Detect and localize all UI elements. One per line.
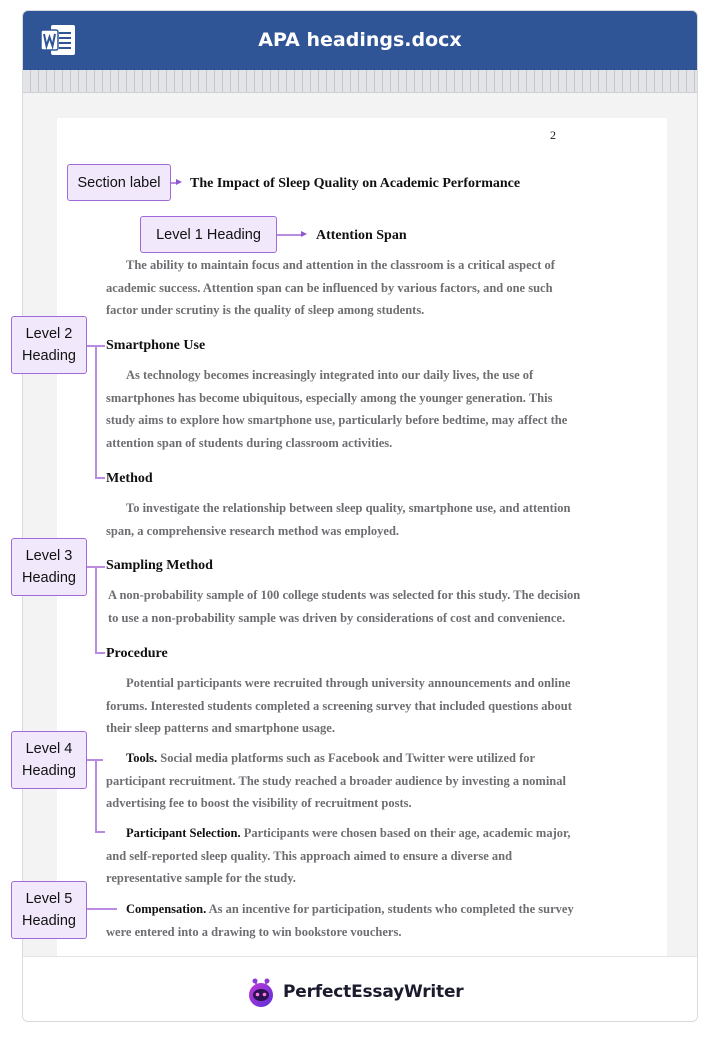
paragraph-6 (106, 747, 566, 815)
connector (95, 831, 105, 833)
tag-line: Level 5 (25, 891, 73, 907)
level4-heading-participant: Participant Selection. (126, 826, 241, 840)
paragraph-line: forums. Interested students completed a screening survey that included questions about (106, 698, 572, 713)
paragraph-text: Participants were chosen based on their age, academic major, (240, 826, 571, 840)
robot-logo-icon (247, 977, 275, 1007)
level2-heading-method: Method (106, 471, 153, 486)
arrow-icon (301, 231, 307, 237)
tag-line: Heading (21, 348, 76, 364)
level3-heading-tag (11, 538, 87, 596)
paragraph-text: As an incentive for participation, students who completed the survey (206, 902, 574, 916)
paragraph-line: attention span of students during classroom activities. (106, 435, 393, 450)
paragraph-1 (106, 254, 555, 322)
brand-name: PerfectEssayWriter (283, 982, 464, 1002)
level2-heading-smartphone: Smartphone Use (106, 338, 206, 353)
connector (95, 652, 105, 654)
level1-heading-tag: Level 1 Heading (140, 216, 277, 253)
paragraph-line: factor under scrutiny is the quality of sleep among students. (106, 303, 425, 317)
paragraph-line: participant recruitment. The study reached a broader audience by investing a nominal (106, 773, 566, 788)
paragraph-3 (106, 497, 570, 542)
title-bar (23, 11, 697, 70)
paragraph-line: to use a non-probability sample was driven by considerations of cost and convenience. (108, 610, 566, 625)
paragraph-8 (106, 898, 574, 943)
connector (87, 908, 117, 910)
brand-logo (247, 979, 464, 1005)
connector (95, 759, 97, 832)
tag-line: Heading (21, 570, 76, 586)
paragraph-line: study aims to explore how smartphone use, particularly before bedtime, may affect the (106, 413, 568, 427)
paragraph-line: were entered into a drawing to win bookstore vouchers. (106, 924, 402, 939)
paragraph-line: their sleep patterns and smartphone usage. (106, 721, 335, 735)
level1-heading-text: Attention Span (316, 228, 407, 243)
window-title: APA headings.docx (258, 29, 462, 51)
ruler (23, 70, 697, 93)
tag-line: Level 4 (25, 741, 73, 757)
paragraph-line: As technology becomes increasingly integrated into our daily lives, the use of (126, 368, 534, 382)
paragraph-7 (106, 822, 571, 890)
tag-line: Heading (21, 913, 76, 929)
paragraph-5 (106, 672, 572, 740)
connector (95, 566, 97, 653)
paragraph-line (106, 822, 571, 845)
paragraph-line: advertising fee to boost the visibility of recruitment posts. (106, 796, 412, 810)
paragraph-line (106, 747, 566, 770)
paragraph-line: and self-reported sleep quality. This approach aimed to ensure a diverse and (106, 848, 513, 863)
paragraph-text: Social media platforms such as Facebook and Twitter were utilized for (157, 751, 536, 765)
paragraph-line (106, 898, 574, 921)
paragraph-line: academic success. Attention span can be influenced by various factors, and one such (106, 280, 553, 295)
level4-heading-tools: Tools. (126, 751, 158, 765)
page-number: 2 (550, 128, 556, 142)
paragraph-line: To investigate the relationship between sleep quality, smartphone use, and attention (126, 501, 571, 515)
level5-heading-tag (11, 881, 87, 939)
paragraph-line: The ability to maintain focus and attention in the classroom is a critical aspect of (126, 258, 555, 272)
section-label-tag: Section label (67, 164, 171, 201)
paragraph-line: representative sample for the study. (106, 871, 296, 885)
connector (95, 477, 105, 479)
tag-line: Level 2 (25, 326, 73, 342)
connector (277, 234, 302, 236)
paragraph-2 (106, 364, 567, 454)
section-title: The Impact of Sleep Quality on Academic Performance (190, 176, 521, 191)
level3-heading-procedure: Procedure (106, 646, 168, 661)
level5-heading-compensation: Compensation. (126, 902, 207, 916)
level3-heading-sampling: Sampling Method (106, 558, 213, 573)
paragraph-line: smartphones has become ubiquitous, especially among the younger generation. This (106, 390, 553, 405)
arrow-icon (176, 179, 182, 185)
tag-line: Heading (21, 763, 76, 779)
paragraph-line: span, a comprehensive research method was employed. (106, 523, 400, 538)
paragraph-4 (108, 584, 580, 629)
tag-line: Level 3 (25, 548, 73, 564)
paragraph-line: Potential participants were recruited through university announcements and online (126, 676, 571, 690)
connector (95, 345, 97, 478)
footer (23, 956, 697, 1022)
paragraph-line: A non-probability sample of 100 college students was selected for this study. The decision (108, 588, 581, 602)
level4-heading-tag (11, 731, 87, 789)
level2-heading-tag (11, 316, 87, 374)
